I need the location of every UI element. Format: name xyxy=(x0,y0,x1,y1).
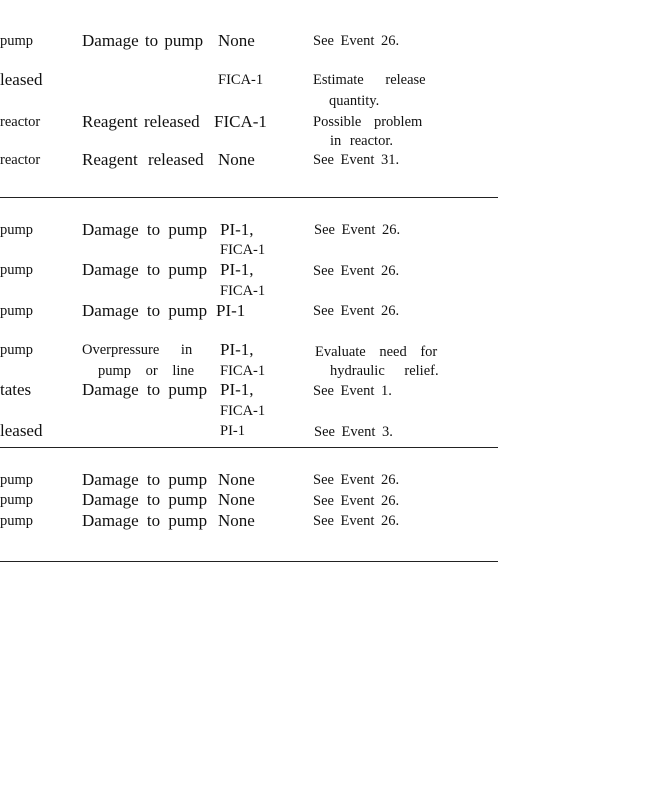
instrument-cell: FICA-1 xyxy=(220,283,266,299)
row-fragment-cell: leased xyxy=(0,70,43,89)
comment-cell: in reactor. xyxy=(330,133,393,149)
row-fragment-cell: pump xyxy=(0,262,34,278)
instrument-cell: None xyxy=(218,31,255,50)
row-fragment-cell: pump xyxy=(0,472,34,488)
row-fragment-cell: leased xyxy=(0,421,43,440)
row-fragment-cell: tates xyxy=(0,380,32,399)
consequence-cell: pump or line xyxy=(98,363,195,379)
instrument-cell: FICA-1 xyxy=(220,403,266,419)
consequence-cell: Damage to pump xyxy=(82,220,208,239)
section-divider xyxy=(0,197,498,198)
instrument-cell: None xyxy=(218,150,255,169)
instrument-cell: FICA-1 xyxy=(220,242,266,258)
instrument-cell: PI-1 xyxy=(220,423,245,439)
instrument-cell: None xyxy=(218,490,255,509)
row-fragment-cell: pump xyxy=(0,33,34,49)
consequence-cell: Damage to pump xyxy=(82,260,208,279)
row-fragment-cell: pump xyxy=(0,492,34,508)
comment-cell: See Event 26. xyxy=(313,513,400,529)
row-fragment-cell: reactor xyxy=(0,114,41,130)
instrument-cell: PI-1 xyxy=(216,301,246,320)
comment-cell: See Event 26. xyxy=(313,303,400,319)
row-fragment-cell: pump xyxy=(0,342,34,358)
consequence-cell: Damage to pump xyxy=(82,31,204,50)
instrument-cell: PI-1, xyxy=(220,340,254,359)
comment-cell: Evaluate need for xyxy=(315,344,438,360)
comment-cell: See Event 31. xyxy=(313,152,400,168)
consequence-cell: Damage to pump xyxy=(82,490,208,509)
comment-cell: hydraulic relief. xyxy=(330,363,439,379)
comment-cell: See Event 26. xyxy=(313,472,400,488)
consequence-cell: Damage to pump xyxy=(82,470,208,489)
row-fragment-cell: reactor xyxy=(0,152,41,168)
consequence-cell: Reagent released xyxy=(82,112,200,131)
comment-cell: See Event 26. xyxy=(313,263,400,279)
comment-cell: See Event 1. xyxy=(313,383,392,399)
comment-cell: quantity. xyxy=(329,93,380,109)
consequence-cell: Reagent released xyxy=(82,150,204,169)
comment-cell: See Event 26. xyxy=(314,222,401,238)
consequence-cell: Overpressure in xyxy=(82,342,193,358)
section-divider xyxy=(0,561,498,562)
row-fragment-cell: pump xyxy=(0,513,34,529)
instrument-cell: FICA-1 xyxy=(218,72,264,88)
instrument-cell: None xyxy=(218,511,255,530)
instrument-cell: PI-1, xyxy=(220,220,254,239)
instrument-cell: FICA-1 xyxy=(214,112,267,131)
consequence-cell: Damage to pump xyxy=(82,301,208,320)
instrument-cell: PI-1, xyxy=(220,260,254,279)
consequence-cell: Damage to pump xyxy=(82,380,208,399)
consequence-cell: Damage to pump xyxy=(82,511,208,530)
comment-cell: See Event 3. xyxy=(314,424,393,440)
instrument-cell: None xyxy=(218,470,255,489)
section-divider xyxy=(0,447,498,448)
comment-cell: Estimate release xyxy=(313,72,426,88)
comment-cell: Possible problem xyxy=(313,114,423,130)
row-fragment-cell: pump xyxy=(0,222,34,238)
comment-cell: See Event 26. xyxy=(313,493,400,509)
instrument-cell: FICA-1 xyxy=(220,363,266,379)
row-fragment-cell: pump xyxy=(0,303,34,319)
instrument-cell: PI-1, xyxy=(220,380,254,399)
comment-cell: See Event 26. xyxy=(313,33,400,49)
